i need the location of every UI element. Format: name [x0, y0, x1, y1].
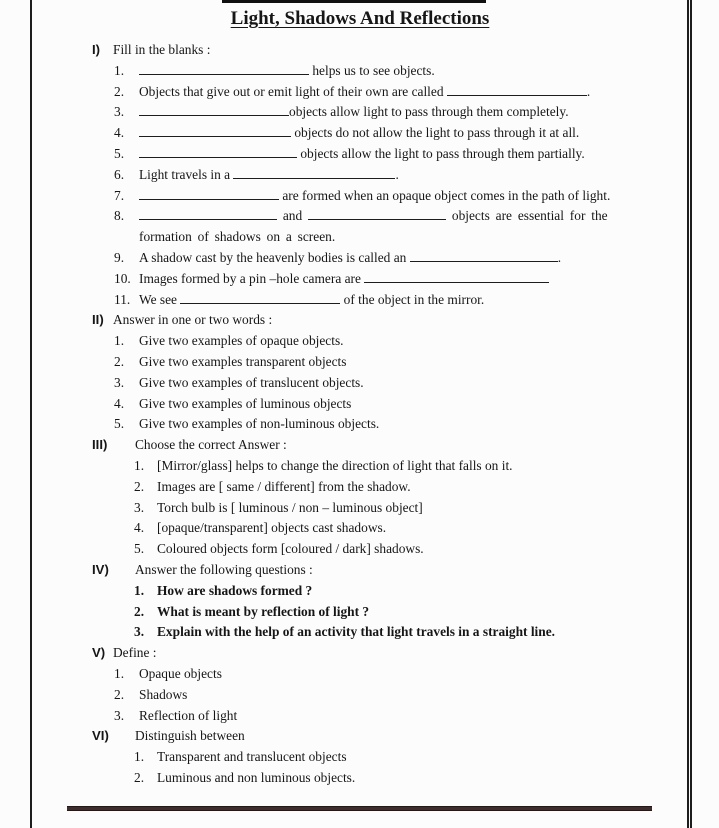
item-text	[157, 518, 664, 539]
item-text	[157, 477, 664, 498]
worksheet-body	[92, 40, 664, 789]
question-list	[114, 61, 664, 311]
question-item	[134, 498, 664, 519]
text-fragment: objects do not allow the light to pass through it at all.	[291, 125, 580, 141]
fill-in-blank-line	[139, 124, 291, 137]
item-text	[139, 248, 664, 269]
item-text	[157, 747, 664, 768]
text-fragment: Give two examples of translucent objects.	[139, 374, 364, 390]
text-fragment: objects allow the light to pass through them partially.	[297, 145, 585, 161]
item-number: 5.	[114, 145, 125, 161]
item-text	[157, 768, 664, 789]
section-I	[92, 40, 664, 310]
item-number: 1.	[134, 582, 145, 598]
item-text	[157, 602, 664, 623]
section-heading: Distinguish between	[135, 728, 245, 744]
question-item	[114, 206, 664, 248]
text-fragment: Give two examples transparent objects	[139, 353, 347, 369]
section-numeral: IV)	[92, 561, 109, 577]
item-number: 11.	[114, 291, 131, 307]
item-number: 2.	[114, 686, 125, 702]
item-text	[139, 664, 664, 685]
question-item	[114, 123, 664, 144]
question-list	[114, 664, 664, 726]
text-fragment: objects are essential for the formation of shadows on a screen.	[139, 208, 608, 245]
item-text	[139, 331, 664, 352]
question-item	[114, 144, 664, 165]
text-fragment: Objects that give out or emit light of their own are called	[139, 83, 447, 99]
section-header	[92, 560, 664, 581]
text-fragment: What is meant by reflection of light ?	[157, 603, 370, 619]
fill-in-blank-line	[139, 145, 297, 158]
item-number: 8.	[114, 208, 125, 224]
item-text	[157, 581, 664, 602]
text-fragment: and	[277, 208, 309, 224]
fill-in-blank-line	[233, 166, 395, 179]
question-item	[114, 186, 664, 207]
question-item	[114, 102, 664, 123]
section-header	[92, 435, 664, 456]
question-list	[134, 456, 664, 560]
item-text	[139, 82, 664, 103]
text-fragment: Give two examples of luminous objects	[139, 395, 352, 411]
item-number: 6.	[114, 166, 125, 182]
text-fragment: Luminous and non luminous objects.	[157, 769, 356, 785]
item-number: 9.	[114, 249, 125, 265]
question-list	[134, 747, 664, 789]
item-number: 4.	[114, 395, 125, 411]
section-heading: Fill in the blanks :	[113, 42, 211, 57]
question-item	[134, 539, 664, 560]
item-number: 1.	[114, 333, 125, 349]
question-item	[114, 82, 664, 103]
item-text	[139, 165, 664, 186]
text-fragment: are formed when an opaque object comes in the path of light.	[279, 187, 611, 203]
text-fragment: Images formed by a pin –hole camera are	[139, 270, 365, 286]
item-number: 1.	[134, 457, 145, 473]
item-text	[139, 102, 664, 123]
item-number: 10.	[114, 270, 131, 286]
item-text	[139, 414, 664, 435]
top-partial-bar	[222, 0, 486, 3]
text-fragment: How are shadows formed ?	[157, 582, 313, 598]
item-number: 3.	[114, 104, 125, 120]
item-text	[139, 61, 664, 82]
question-item	[134, 747, 664, 768]
item-number: 1.	[114, 665, 125, 681]
text-fragment: Reflection of light	[139, 707, 238, 723]
section-heading: Choose the correct Answer :	[135, 437, 287, 453]
item-text	[157, 539, 664, 560]
question-item	[114, 165, 664, 186]
item-text	[139, 394, 664, 415]
fill-in-blank-line	[139, 187, 279, 200]
question-item	[134, 581, 664, 602]
section-numeral: VI)	[92, 728, 109, 744]
item-number: 2.	[134, 478, 145, 494]
text-fragment: objects allow light to pass through them completely.	[289, 104, 569, 120]
item-number: 4.	[114, 125, 125, 141]
section-header	[92, 643, 664, 664]
item-text	[139, 290, 664, 311]
question-item	[114, 248, 664, 269]
item-number: 2.	[114, 353, 125, 369]
question-item	[114, 685, 664, 706]
question-item	[114, 373, 664, 394]
item-text	[139, 206, 664, 248]
item-number: 1.	[114, 62, 125, 78]
text-fragment: of the object in the mirror.	[340, 291, 485, 307]
fill-in-blank-line	[364, 270, 549, 283]
item-number: 3.	[114, 374, 125, 390]
question-item	[114, 331, 664, 352]
section-VI	[92, 726, 664, 788]
item-text	[157, 622, 664, 643]
section-numeral: II)	[92, 312, 104, 328]
text-fragment: Opaque objects	[139, 665, 222, 681]
question-item	[114, 61, 664, 82]
text-fragment: .	[557, 249, 562, 265]
question-item	[134, 477, 664, 498]
item-number: 5.	[114, 416, 125, 432]
question-item	[114, 290, 664, 311]
fill-in-blank-line	[139, 62, 309, 75]
question-item	[114, 706, 664, 727]
text-fragment: We see	[139, 291, 181, 307]
text-fragment: Transparent and translucent objects	[157, 749, 347, 765]
text-fragment: Light travels in a	[139, 166, 234, 182]
question-item	[134, 456, 664, 477]
question-item	[134, 602, 664, 623]
question-list	[134, 581, 664, 643]
right-border-line	[687, 0, 692, 828]
text-fragment: Images are [ same / different] from the shadow.	[157, 478, 411, 494]
question-item	[114, 269, 664, 290]
text-fragment: Shadows	[139, 686, 188, 702]
section-numeral: V)	[92, 645, 106, 661]
fill-in-blank-line	[139, 207, 277, 220]
text-fragment: .	[586, 83, 591, 99]
item-number: 2.	[134, 769, 145, 785]
item-text	[139, 186, 664, 207]
item-number: 4.	[134, 520, 145, 536]
section-header	[92, 40, 664, 61]
question-item	[114, 664, 664, 685]
section-III	[92, 435, 664, 560]
question-item	[114, 414, 664, 435]
section-IV	[92, 560, 664, 643]
section-heading: Answer in one or two words :	[113, 312, 273, 328]
item-text	[139, 706, 664, 727]
question-list	[114, 331, 664, 435]
text-fragment: .	[395, 166, 399, 182]
text-fragment: A shadow cast by the heavenly bodies is called an	[139, 249, 410, 265]
item-number: 3.	[134, 499, 145, 515]
item-number: 1.	[134, 749, 145, 765]
text-fragment: helps us to see objects.	[309, 62, 435, 78]
section-heading: Answer the following questions :	[135, 561, 313, 577]
section-numeral: III)	[92, 437, 108, 453]
text-fragment: [Mirror/glass] helps to change the direction of light that falls on it.	[157, 457, 513, 473]
section-header	[92, 726, 664, 747]
section-header	[92, 310, 664, 331]
question-item	[134, 768, 664, 789]
section-V	[92, 643, 664, 726]
text-fragment: Explain with the help of an activity that light travels in a straight line.	[157, 624, 556, 640]
item-text	[139, 685, 664, 706]
text-fragment: Coloured objects form [coloured / dark] shadows.	[157, 541, 424, 557]
fill-in-blank-line	[308, 207, 446, 220]
item-number: 2.	[134, 603, 145, 619]
item-text	[139, 373, 664, 394]
item-text	[139, 144, 664, 165]
page-title: Light, Shadows And Reflections	[230, 8, 490, 29]
section-II	[92, 310, 664, 435]
question-item	[114, 352, 664, 373]
text-fragment: Give two examples of non-luminous objects.	[139, 416, 380, 432]
item-text	[139, 269, 664, 290]
left-border-line	[30, 0, 32, 828]
item-text	[157, 498, 664, 519]
section-numeral: I)	[92, 42, 101, 57]
text-fragment: Give two examples of opaque objects.	[139, 333, 344, 349]
question-item	[134, 622, 664, 643]
fill-in-blank-line	[447, 83, 587, 96]
fill-in-blank-line	[410, 249, 558, 262]
item-text	[139, 352, 664, 373]
item-text	[139, 123, 664, 144]
item-number: 3.	[114, 707, 125, 723]
bottom-rule	[67, 806, 652, 811]
item-number: 7.	[114, 187, 125, 203]
text-fragment: Torch bulb is [ luminous / non – luminous object]	[157, 499, 423, 515]
item-number: 2.	[114, 83, 125, 99]
text-fragment: [opaque/transparent] objects cast shadows.	[157, 520, 387, 536]
item-number: 5.	[134, 541, 145, 557]
question-item	[114, 394, 664, 415]
item-text	[157, 456, 664, 477]
section-heading: Define :	[113, 645, 157, 661]
fill-in-blank-line	[180, 291, 340, 304]
fill-in-blank-line	[139, 103, 289, 116]
item-number: 3.	[134, 624, 145, 640]
question-item	[134, 518, 664, 539]
